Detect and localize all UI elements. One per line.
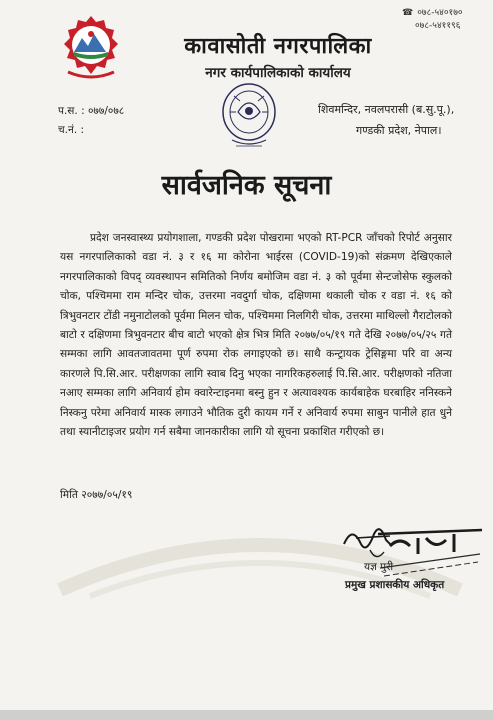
signer-title: प्रमुख प्रशासकीय अधिकृत bbox=[345, 579, 445, 591]
phone-icon: ☎ bbox=[402, 8, 414, 18]
notice-body: प्रदेश जनस्वास्थ्य प्रयोगशाला, गण्डकी प्रदेश पोखरामा भएको RT-PCR जाँचको रिपोर्ट अनुसार यस नगरपालिकाको वडा नं. ३ र १६ मा कोरोना भाईरस (COVID-19)को संक्रमण देखिएकाले नगरपालिकाको विपद् व्यवस्थापन समितिको निर्णय बमोजिम वडा नं. ३ को पूर्वमा सेन्टजोसेफ स्कुलको चोक, पश्चिममा राम मन्दिर चोक, उत्तरमा नवदुर्गा चोक, दक्षिणमा थकाली चोक र वडा नं. १६ को त्रिभुवनटार टोंडी नमुनाटोलको पूर्वमा मिलन चोक, पश्चिममा निलगिरी चोक, उत्तरमा माथिल्लो गैराटोलको बाटो र दक्षिणमा त्रिभुवनटार बीच बाटो भएको क्षेत्र भित्र मिति २०७७/०५/१९ गते देखि २०७७/०५/२५ गते सम्मका लागि आवतजावतमा पूर्ण रुपमा रोक लगाइएको छ। साथै कन्ट्रायक ट्रेसिङ्गमा परि वा अन्य कारणले पि.सि.आर. परीक्षणका लागि स्वाब दिनु भएका नागरिकहरुलाई पि.सि.आर. परीक्षणको नतिजा नआए सम्मका लागि अनिवार्य होम क्वारेन्टाइनमा बस्नु हुन र अत्यावश्यक कार्यबाहेक घरबाहिर ननिस्कने निस्कनु परेमा अनिवार्य मास्क लगाउने भौतिक दुरी कायम गर्ने र अनिवार्य रुपमा साबुन पानीले हात धुने तथा स्यानीटाइजर प्रयोग गर्न सबैमा जानकारीका लागि यो सूचना प्रकाशित गरीएको छ। bbox=[60, 232, 452, 439]
address-line-2: गण्डकी प्रदेश, नेपाल। bbox=[356, 124, 442, 137]
phone-number-1: ०७८-५४०१७० bbox=[417, 8, 463, 18]
dispatch-number: च.नं. : bbox=[58, 124, 85, 136]
office-name: कावासोती नगरपालिका bbox=[184, 34, 372, 59]
bottom-strip bbox=[0, 710, 493, 720]
phone-number-2: ०७८-५४११९६ bbox=[415, 21, 461, 31]
municipality-logo bbox=[60, 14, 122, 82]
notice-date: मिति २०७७/०५/१९ bbox=[60, 489, 133, 501]
address-line-1: शिवमन्दिर, नवलपरासी (ब.सु.पू.), bbox=[318, 103, 455, 116]
office-subtitle: नगर कार्यपालिकाको कार्यालय bbox=[205, 65, 351, 81]
official-seal bbox=[220, 82, 278, 152]
reference-number: प.स. : ०७७/०७८ bbox=[58, 105, 125, 117]
notice-title: सार्वजनिक सूचना bbox=[161, 170, 332, 201]
phone-row bbox=[402, 7, 463, 20]
signer-name: यज्ञ पुरी bbox=[364, 561, 394, 573]
